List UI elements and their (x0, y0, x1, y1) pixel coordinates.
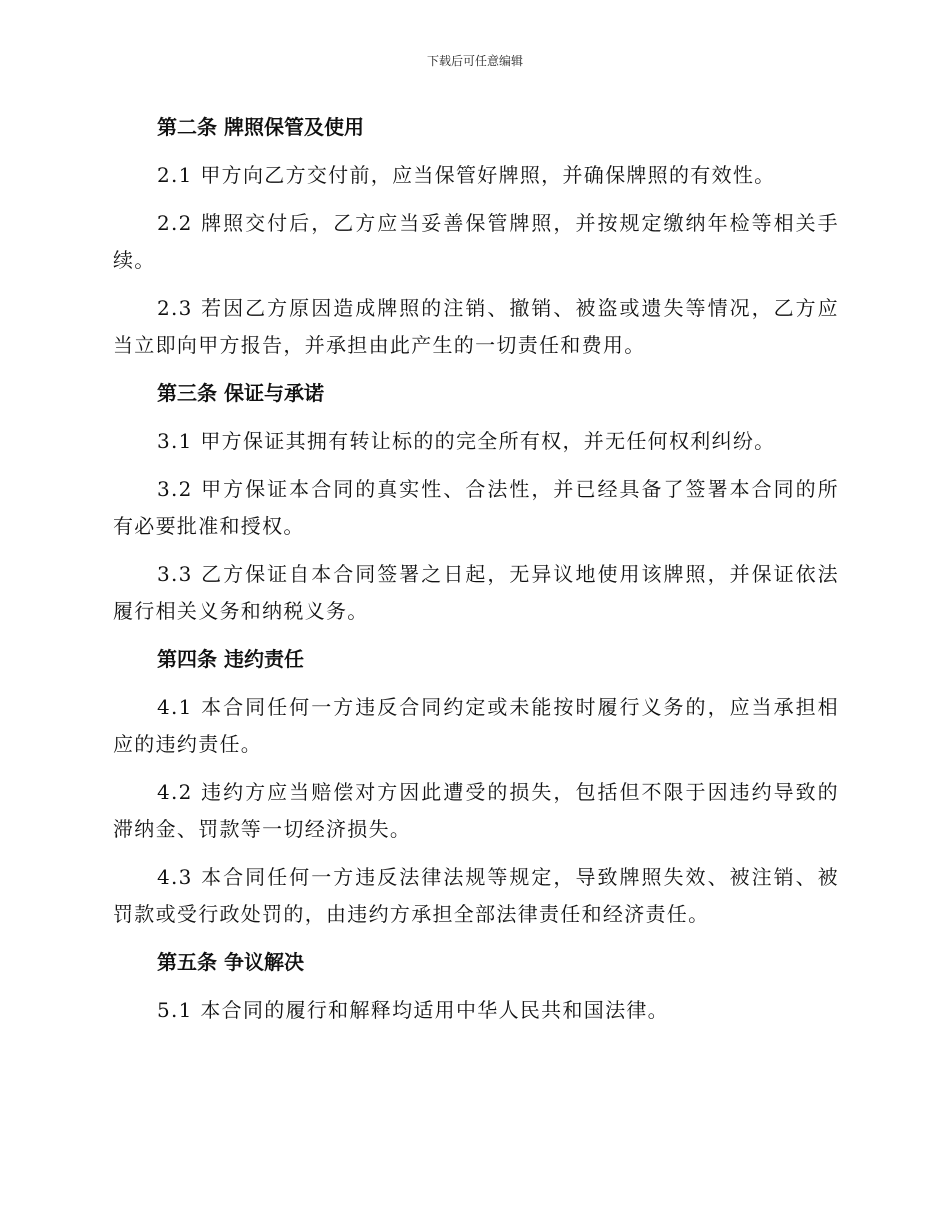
clause-5-1: 5.1 本合同的履行和解释均适用中华人民共和国法律。 (157, 998, 669, 1022)
section-heading-3: 第三条 保证与承诺 (157, 381, 324, 405)
section-heading-2: 第二条 牌照保管及使用 (157, 115, 364, 139)
clause-3-2: 3.2 甲方保证本合同的真实性、合法性，并已经具备了签署本合同的所有必要批准和授权。 (113, 477, 839, 538)
clause-2-2: 2.2 牌照交付后，乙方应当妥善保管牌照，并按规定缴纳年检等相关手续。 (113, 211, 839, 272)
document-body (113, 109, 839, 1040)
clause-3-3: 3.3 乙方保证自本合同签署之日起，无异议地使用该牌照，并保证依法履行相关义务和纳税义务。 (113, 562, 839, 623)
clause-4-1: 4.1 本合同任何一方违反合同约定或未能按时履行义务的，应当承担相应的违约责任。 (113, 695, 839, 756)
section-heading-5: 第五条 争议解决 (157, 950, 304, 974)
clause-4-3: 4.3 本合同任何一方违反法律法规等规定，导致牌照失效、被注销、被罚款或受行政处罚的，由违约方承担全部法律责任和经济责任。 (113, 865, 839, 926)
clause-2-3: 2.3 若因乙方原因造成牌照的注销、撤销、被盗或遗失等情况，乙方应当立即向甲方报告，并承担由此产生的一切责任和费用。 (113, 296, 839, 357)
clause-3-1: 3.1 甲方保证其拥有转让标的的完全所有权，并无任何权利纠纷。 (157, 429, 776, 453)
page-header-note: 下载后可任意编辑 (426, 54, 523, 68)
clause-2-1: 2.1 甲方向乙方交付前，应当保管好牌照，并确保牌照的有效性。 (157, 163, 776, 187)
clause-4-2: 4.2 违约方应当赔偿对方因此遭受的损失，包括但不限于因违约导致的滞纳金、罚款等一切经济损失。 (113, 780, 839, 841)
section-heading-4: 第四条 违约责任 (157, 647, 304, 671)
